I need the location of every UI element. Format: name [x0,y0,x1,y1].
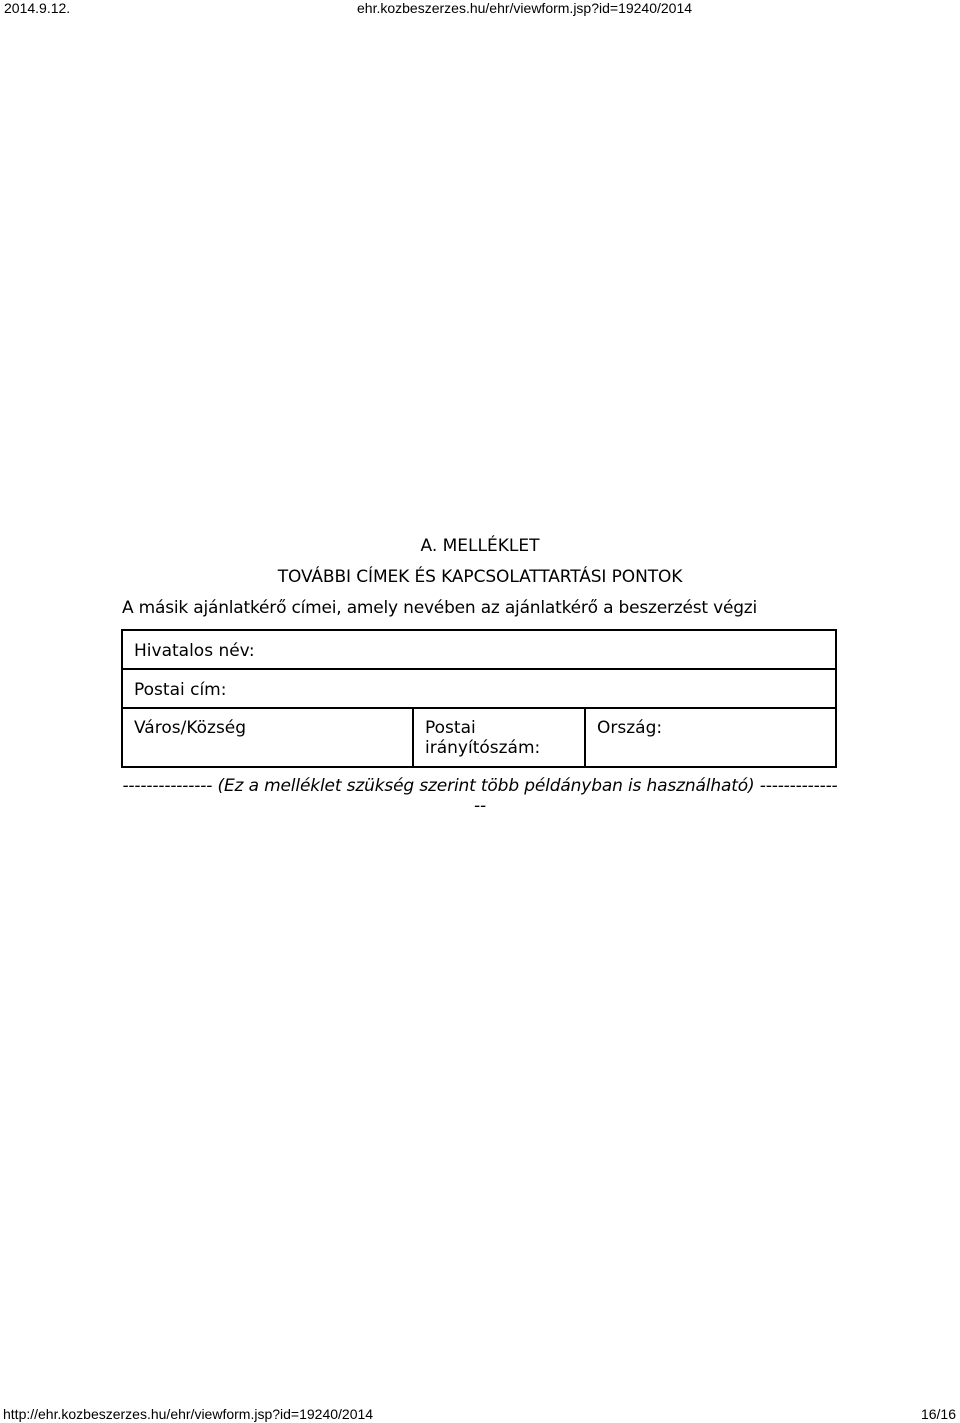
print-header-url: ehr.kozbeszerzes.hu/ehr/viewform.jsp?id=19240/2014 [357,0,693,16]
country-label: Ország: [597,718,663,738]
print-footer-url: http://ehr.kozbeszerzes.hu/ehr/viewform.jsp?id=19240/2014 [3,1406,374,1422]
annex-note: --------------- (Ez a melléklet szükség szerint több példányban is használható) --------------- [122,776,838,816]
city-label: Város/Község [134,718,247,738]
postcode-label: Postai irányítószám: [425,718,541,758]
print-date: 2014.9.12. [4,0,71,16]
page-number: 16/16 [920,1406,956,1422]
section-heading: A másik ajánlatkérő címei, amely nevében az ajánlatkérő a beszerzést végzi [122,598,758,618]
postal-address-label: Postai cím: [134,680,227,700]
location-row [123,709,835,766]
official-name-label: Hivatalos név: [134,641,255,661]
country-cell [586,709,835,766]
annex-subtitle: TOVÁBBI CÍMEK ÉS KAPCSOLATTARTÁSI PONTOK [277,567,683,587]
address-form-table [121,629,837,768]
city-cell [123,709,414,766]
official-name-row [123,631,835,670]
annex-title: A. MELLÉKLET [420,536,540,556]
postcode-cell [414,709,586,766]
postal-address-row [123,670,835,709]
